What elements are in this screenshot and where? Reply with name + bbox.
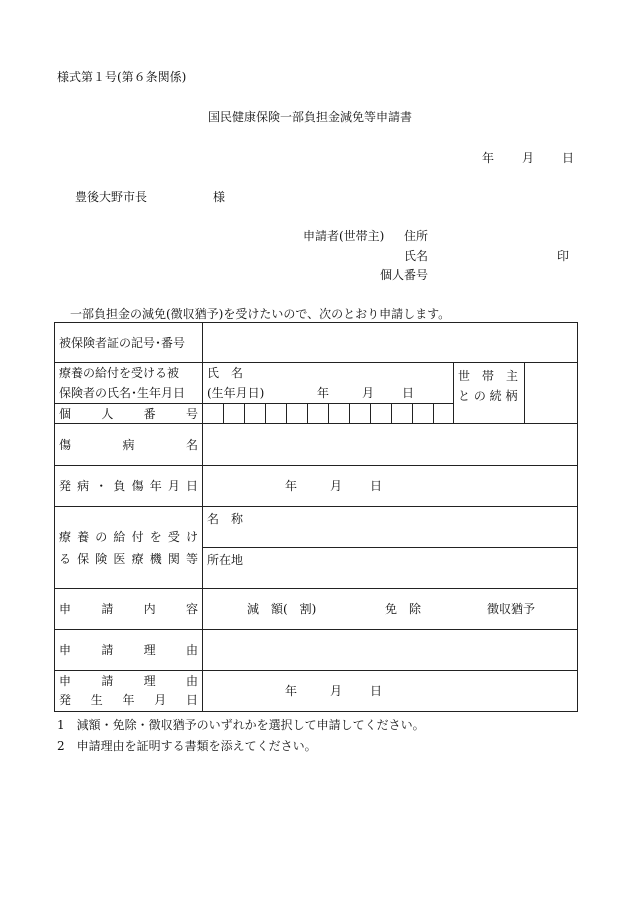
insurance-card-field[interactable] — [203, 323, 578, 363]
reason-char-1: 申 — [59, 643, 72, 657]
onset-char-1: 発 — [59, 479, 72, 493]
disease-char-3: 名 — [185, 437, 198, 452]
institution-char: け — [185, 529, 198, 544]
recipient-label-line1: 療養の給付を受ける被 — [59, 366, 180, 380]
reason-label — [55, 630, 203, 671]
disease-char-2: 病 — [122, 437, 135, 452]
note-2: 2 申請理由を証明する書類を添えてください。 — [57, 739, 317, 753]
reason-char-2: 請 — [101, 643, 114, 657]
my-number-box[interactable] — [203, 404, 224, 424]
name-label: 氏 名 — [207, 366, 244, 380]
relation-label-line1: 世 帯 主 — [458, 369, 519, 383]
request-char-1: 申 — [59, 602, 72, 616]
onset-char-3: ・ — [95, 479, 108, 493]
institution-label — [55, 507, 203, 589]
institution-char: を — [149, 529, 162, 544]
birth-month: 月 — [362, 386, 375, 400]
request-options — [203, 589, 578, 630]
request-char-2: 請 — [101, 602, 114, 616]
relation-label-line2: と の 続 柄 — [458, 389, 518, 403]
my-number-box[interactable] — [329, 404, 350, 424]
application-table — [54, 322, 578, 712]
reduction-option[interactable]: 減 額( 割) — [247, 602, 317, 616]
my-number-box[interactable] — [350, 404, 371, 424]
request-label — [55, 589, 203, 630]
onset-char-7: 月 — [167, 479, 180, 493]
reason-date-char: 生 — [90, 693, 103, 707]
reason-date-char: 理 — [143, 674, 156, 688]
request-char-4: 容 — [185, 602, 198, 616]
institution-address-label: 所在地 — [207, 553, 244, 567]
reason-date-char: 由 — [185, 674, 198, 688]
disease-field[interactable] — [203, 424, 578, 466]
my-number-char-1: 個 — [59, 406, 72, 421]
my-number-box[interactable] — [245, 404, 266, 424]
applicant-address-label: 住所 — [404, 229, 429, 243]
date-day: 日 — [562, 151, 575, 165]
recipient-name-field[interactable] — [203, 363, 454, 404]
recipient-label — [55, 363, 203, 404]
onset-date-field[interactable] — [203, 466, 578, 507]
my-number-char-3: 番 — [143, 406, 156, 421]
relation-field[interactable] — [525, 363, 578, 424]
my-number-box[interactable] — [371, 404, 392, 424]
relation-label — [454, 363, 525, 424]
institution-char: 等 — [185, 551, 198, 566]
disease-label — [55, 424, 203, 466]
my-number-box[interactable] — [287, 404, 308, 424]
form-number: 様式第１号(第６条関係) — [57, 70, 187, 84]
date-month: 月 — [522, 151, 535, 165]
institution-char: 保 — [77, 551, 90, 566]
recipient-label-line2: 保険者の氏名･生年月日 — [59, 386, 186, 400]
reason-date-label — [55, 671, 203, 712]
institution-name-label: 名 称 — [207, 512, 244, 526]
institution-char: の — [95, 529, 108, 544]
my-number-char-2: 人 — [101, 406, 114, 421]
reason-date-char: 申 — [59, 674, 72, 688]
my-number-box[interactable] — [266, 404, 287, 424]
onset-char-5: 傷 — [131, 479, 144, 493]
addressee: 豊後大野市長 — [75, 190, 148, 204]
birth-label: (生年月日) — [207, 386, 265, 400]
institution-char: 関 — [167, 551, 180, 566]
reason-date-char: 日 — [185, 693, 198, 707]
institution-char: 給 — [113, 529, 126, 544]
seal-label: 印 — [557, 249, 570, 263]
reason-year: 年 — [285, 684, 298, 698]
date-year: 年 — [482, 151, 495, 165]
my-number-label — [55, 404, 203, 424]
reason-char-3: 理 — [143, 643, 156, 657]
institution-char: 療 — [59, 529, 72, 544]
form-title: 国民健康保険一部負担金減免等申請書 — [208, 110, 413, 124]
deferral-option[interactable]: 徴収猶予 — [487, 602, 536, 616]
request-char-3: 内 — [143, 602, 156, 616]
intro-text: 一部負担金の減免(徴収猶予)を受けたいので、次のとおり申請します。 — [70, 307, 451, 321]
insurance-card-label: 被保険者証の記号･番号 — [55, 323, 203, 363]
applicant-my-number-label: 個人番号 — [380, 268, 429, 282]
institution-name-field[interactable] — [203, 507, 578, 548]
onset-day: 日 — [370, 479, 383, 493]
my-number-box[interactable] — [308, 404, 329, 424]
reason-date-field[interactable] — [203, 671, 578, 712]
institution-char: 療 — [131, 551, 144, 566]
onset-char-6: 年 — [149, 479, 162, 493]
institution-address-field[interactable] — [203, 548, 578, 589]
institution-char: 険 — [95, 551, 108, 566]
applicant-label: 申請者(世帯主) — [303, 229, 385, 243]
onset-label — [55, 466, 203, 507]
exemption-option[interactable]: 免 除 — [385, 602, 422, 616]
institution-char: る — [59, 551, 72, 566]
institution-char: 養 — [77, 529, 90, 544]
reason-char-4: 由 — [185, 643, 198, 657]
reason-date-char: 月 — [154, 693, 167, 707]
onset-char-4: 負 — [113, 479, 126, 493]
my-number-box[interactable] — [413, 404, 434, 424]
institution-char: 医 — [113, 551, 126, 566]
institution-char: 受 — [167, 529, 180, 544]
onset-char-8: 日 — [185, 479, 198, 493]
reason-date-char: 請 — [101, 674, 114, 688]
birth-year: 年 — [317, 386, 330, 400]
reason-field[interactable] — [203, 630, 578, 671]
my-number-box[interactable] — [434, 404, 454, 424]
applicant-name-label: 氏名 — [404, 249, 429, 263]
disease-char-1: 傷 — [59, 437, 72, 452]
reason-day: 日 — [370, 684, 383, 698]
onset-char-2: 病 — [77, 479, 90, 493]
institution-char: 機 — [149, 551, 162, 566]
my-number-box[interactable] — [224, 404, 245, 424]
reason-date-char: 発 — [59, 693, 72, 707]
reason-month: 月 — [330, 684, 343, 698]
my-number-char-4: 号 — [185, 406, 198, 421]
reason-date-char: 年 — [122, 693, 135, 707]
onset-year: 年 — [285, 479, 298, 493]
addressee-honorific: 様 — [213, 190, 226, 204]
onset-month: 月 — [330, 479, 343, 493]
birth-day: 日 — [402, 386, 415, 400]
note-1: 1 減額・免除・徴収猶予のいずれかを選択して申請してください。 — [57, 718, 425, 732]
institution-char: 付 — [131, 529, 144, 544]
my-number-box[interactable] — [392, 404, 413, 424]
